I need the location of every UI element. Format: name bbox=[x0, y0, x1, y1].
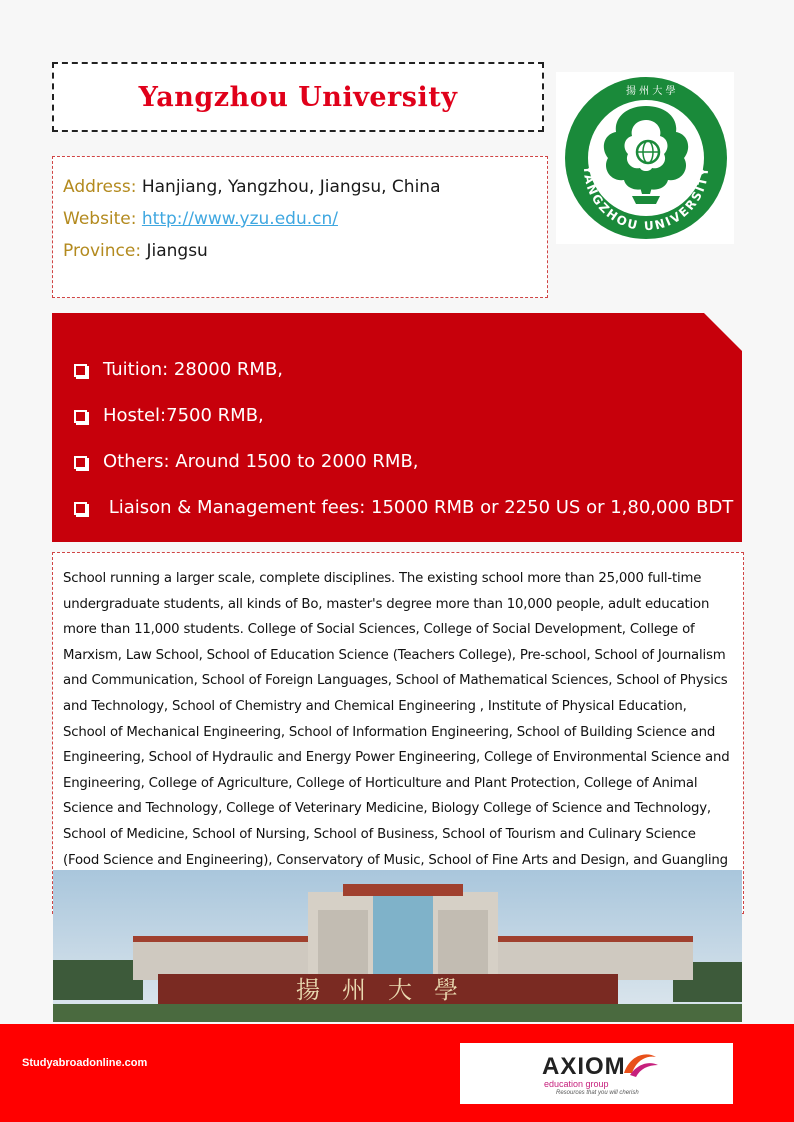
fee-item-tuition bbox=[74, 350, 733, 396]
checkbox-bullet-icon bbox=[74, 364, 87, 377]
address-label: Address: bbox=[63, 177, 137, 197]
axiom-logo bbox=[460, 1043, 733, 1104]
university-logo bbox=[556, 72, 734, 244]
page-title: Yangzhou University bbox=[138, 81, 458, 113]
checkbox-bullet-icon bbox=[74, 456, 87, 469]
svg-text:YANGZHOU UNIVERSITY: YANGZHOU UNIVERSITY bbox=[580, 165, 712, 234]
fee-item-hostel bbox=[74, 396, 733, 442]
fee-text: Liaison & Management fees: 15000 RMB or 2250 US or 1,80,000 BDT bbox=[103, 497, 734, 518]
svg-text:揚州大學: 揚州大學 bbox=[296, 976, 480, 1004]
website-line bbox=[63, 203, 537, 235]
address-value: Hanjiang, Yangzhou, Jiangsu, China bbox=[141, 177, 441, 197]
fee-text: Others: Around 1500 to 2000 RMB, bbox=[103, 451, 419, 472]
description-text: School running a larger scale, complete disciplines. The existing school more than 25,000 full-time undergraduate students, all kinds of Bo, master's degree more than 10,000 people, adult education more than 11,000 students. College of Social Sciences, College of Social Development, College of Marxism, Law School, School of Education Science (Teachers College), Pre-school, School of Journalism and Communication, School of Foreign Languages, School of Mathematical Sciences, School of Physics and Technology, School of Chemistry and Chemical Engineering , Institute of Physical Education, School of Mechanical Engineering, School of Information Engineering, School of Building Science and Engineering, School of Hydraulic and Energy Power Engineering, College of Environmental Science and Engineering, College of Agriculture, College of Horticulture and Plant Protection, College of Animal Science and Technology, College of Veterinary Medicine, Biology College of Science and Technology, School of Medicine, School of Nursing, School of Business, School of Tourism and Culinary Science (Food Science and Engineering), Conservatory of Music, School of Fine Arts and Design, and Guangling bbox=[63, 571, 730, 868]
axiom-group: education group bbox=[544, 1079, 609, 1089]
description-box bbox=[52, 552, 744, 914]
fee-item-liaison bbox=[74, 488, 733, 534]
checkbox-bullet-icon bbox=[74, 502, 87, 515]
footer-bar bbox=[0, 1024, 794, 1122]
axiom-tagline: Resources that you will cherish bbox=[556, 1090, 639, 1096]
website-link[interactable]: http://www.yzu.edu.cn/ bbox=[141, 209, 338, 229]
fee-item-others bbox=[74, 442, 733, 488]
website-label: Website: bbox=[63, 209, 137, 229]
svg-text:揚 州 大 學: 揚 州 大 學 bbox=[626, 86, 676, 97]
university-logo-graphic bbox=[556, 72, 734, 244]
title-box bbox=[52, 62, 544, 132]
province-value: Jiangsu bbox=[146, 241, 208, 261]
checkbox-bullet-icon bbox=[74, 410, 87, 423]
campus-building-image bbox=[53, 870, 742, 1022]
contact-info-box bbox=[52, 156, 548, 298]
province-label: Province: bbox=[63, 241, 142, 261]
address-line bbox=[63, 171, 537, 203]
footer-site-link[interactable]: Studyabroadonline.com bbox=[22, 1057, 148, 1069]
fees-list bbox=[74, 350, 733, 534]
axiom-brand: AXIOM bbox=[542, 1053, 626, 1080]
fee-text: Hostel:7500 RMB, bbox=[103, 405, 264, 426]
campus-photo bbox=[53, 870, 742, 1022]
province-line bbox=[63, 235, 537, 267]
fee-text: Tuition: 28000 RMB, bbox=[103, 359, 284, 380]
axiom-swirl-icon bbox=[620, 1049, 660, 1079]
